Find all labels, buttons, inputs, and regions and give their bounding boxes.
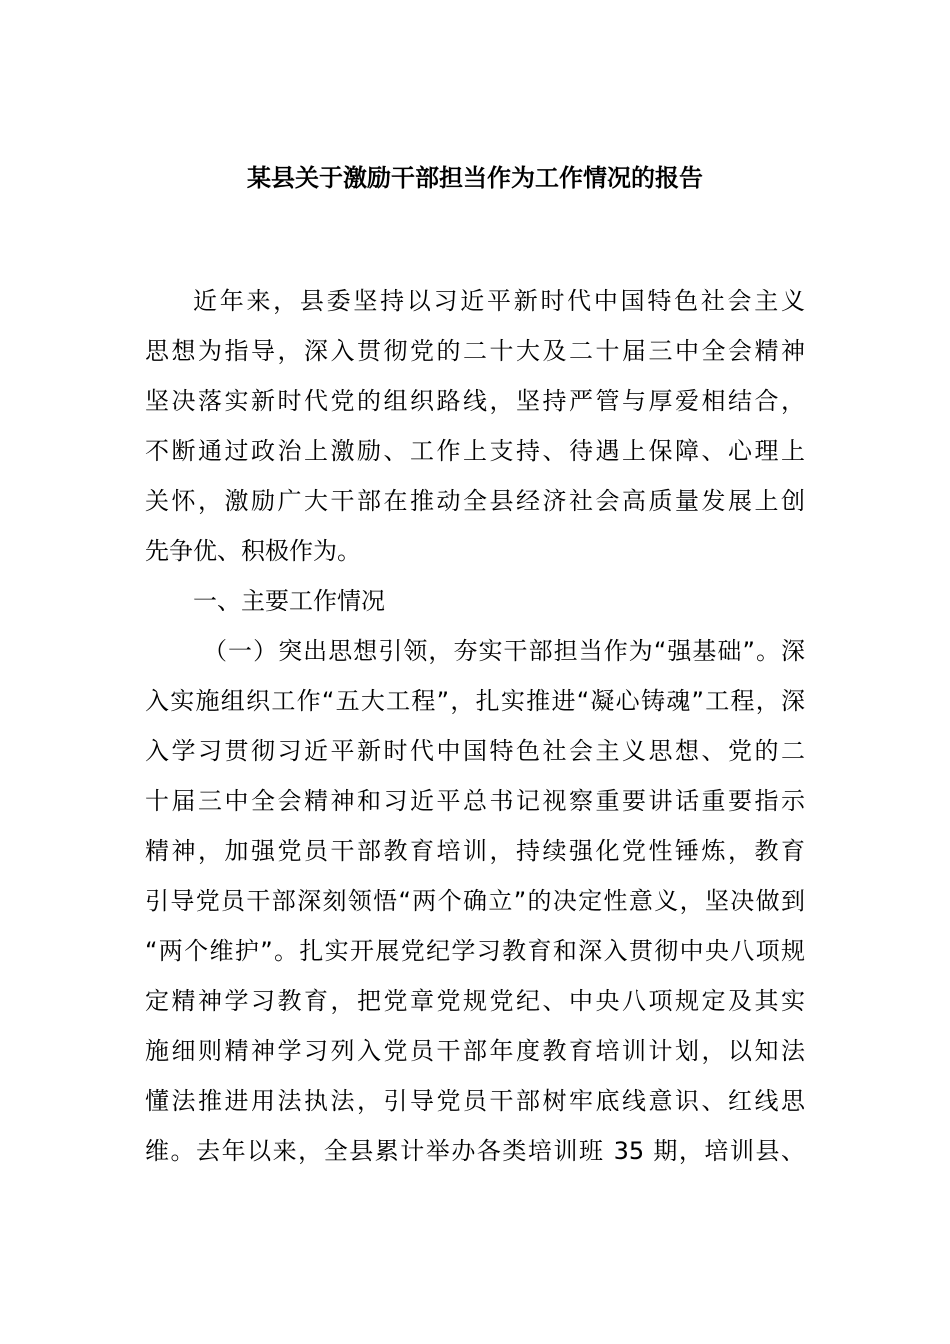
paragraph-line: 维。去年以来，全县累计举办各类培训班 35 期，培训县、 xyxy=(145,1137,805,1165)
paragraph-line: 不断通过政治上激励、工作上支持、待遇上保障、心理上 xyxy=(145,437,805,465)
document-title: 某县关于激励干部担当作为工作情况的报告 xyxy=(247,164,703,192)
paragraph-line: 十届三中全会精神和习近平总书记视察重要讲话重要指示 xyxy=(145,787,805,815)
paragraph-line: 坚决落实新时代党的组织路线，坚持严管与厚爱相结合， xyxy=(145,387,805,415)
paragraph-line: 关怀，激励广大干部在推动全县经济社会高质量发展上创 xyxy=(145,487,805,515)
paragraph-line: 定精神学习教育，把党章党规党纪、中央八项规定及其实 xyxy=(145,987,805,1015)
paragraph-line: 精神，加强党员干部教育培训，持续强化党性锤炼，教育 xyxy=(145,837,805,865)
paragraph-line: 懂法推进用法执法，引导党员干部树牢底线意识、红线思 xyxy=(145,1087,805,1115)
paragraph-line: 近年来，县委坚持以习近平新时代中国特色社会主义 xyxy=(193,287,805,315)
paragraph-line: 先争优、积极作为。 xyxy=(145,537,361,565)
paragraph-line: （一）突出思想引领，夯实干部担当作为“强基础”。深 xyxy=(203,637,805,665)
paragraph-line: 引导党员干部深刻领悟“两个确立”的决定性意义，坚决做到 xyxy=(145,887,805,915)
paragraph-line: 入学习贯彻习近平新时代中国特色社会主义思想、党的二 xyxy=(145,737,805,765)
section-heading: 一、主要工作情况 xyxy=(193,587,385,615)
paragraph-line: 思想为指导，深入贯彻党的二十大及二十届三中全会精神 xyxy=(145,337,805,365)
paragraph-line: 施细则精神学习列入党员干部年度教育培训计划，以知法 xyxy=(145,1037,805,1065)
paragraph-line: “两个维护”。扎实开展党纪学习教育和深入贯彻中央八项规 xyxy=(145,937,805,965)
paragraph-line: 入实施组织工作“五大工程”，扎实推进“凝心铸魂”工程，深 xyxy=(145,687,805,715)
